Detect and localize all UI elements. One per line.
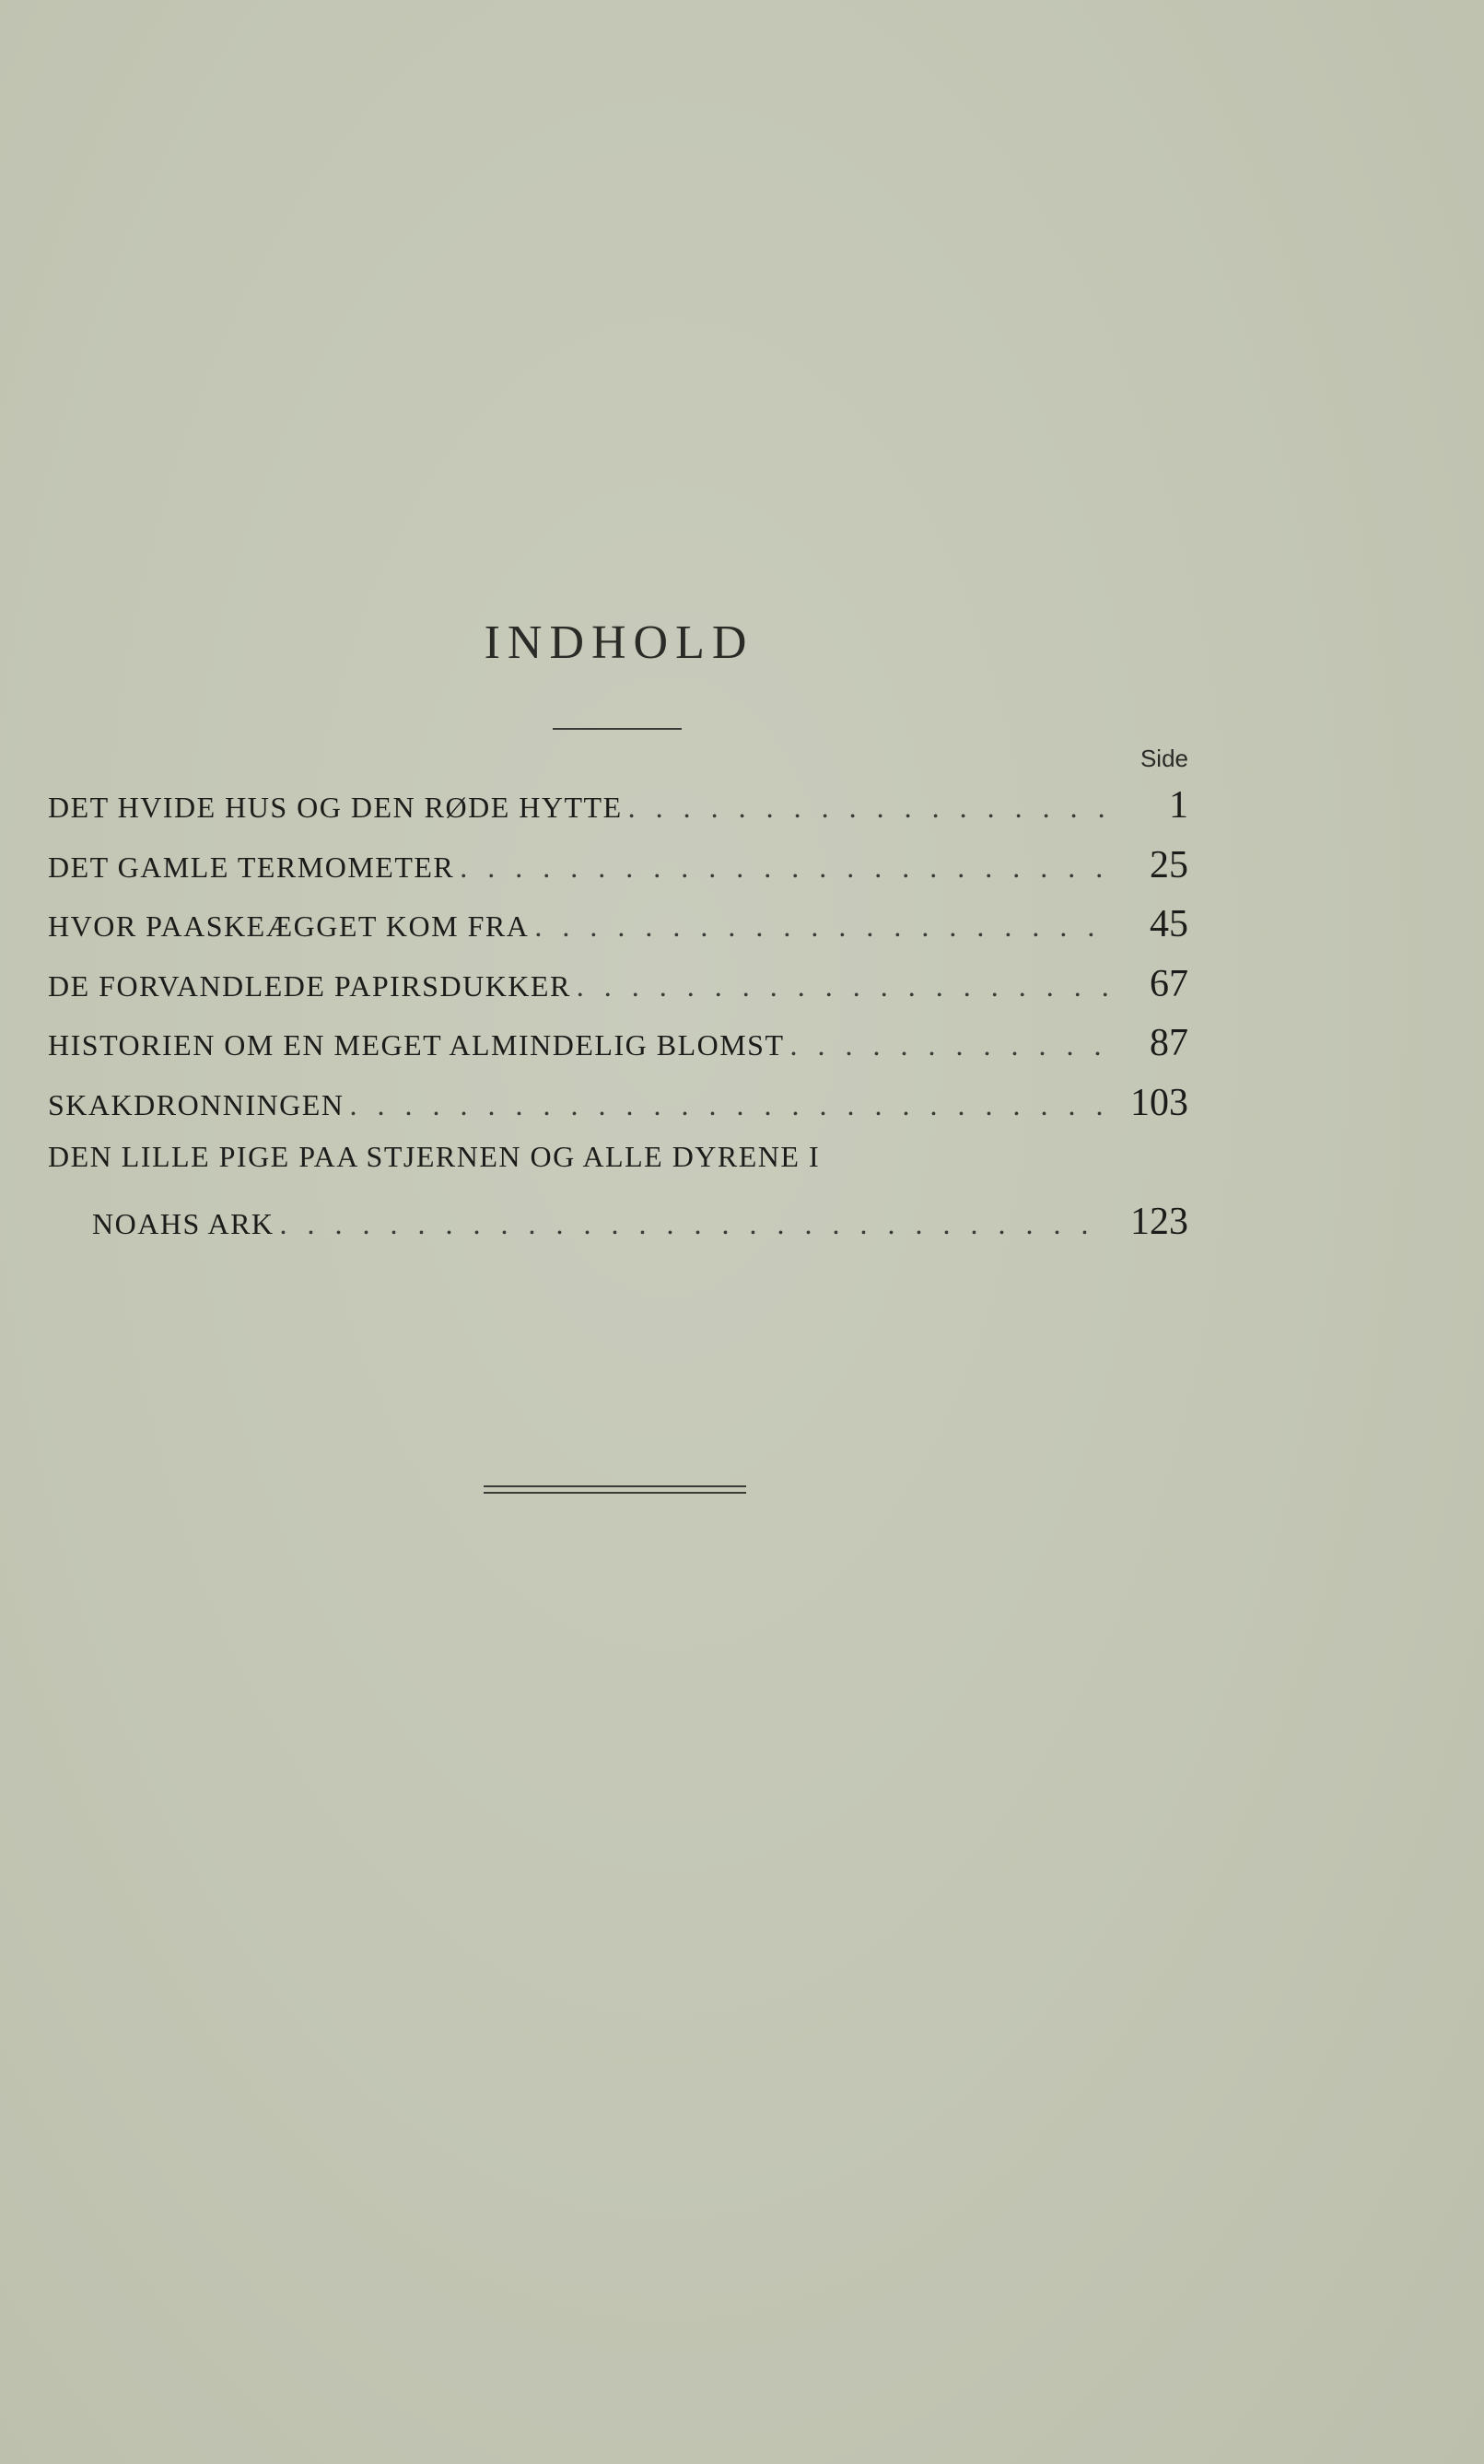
dot-leader <box>577 969 1107 1003</box>
toc-entry-title: SKAKDRONNINGEN <box>48 1087 345 1121</box>
toc-entry-title-continued: NOAHS ARK <box>92 1206 275 1240</box>
toc-entry-title: HISTORIEN OM EN MEGET ALMINDELIG BLOMST <box>48 1028 785 1062</box>
dot-leader <box>349 1088 1107 1122</box>
toc-entry-page: 123 <box>1130 1200 1188 1243</box>
toc-entry <box>48 1081 1188 1141</box>
page-title: INDHOLD <box>484 616 754 669</box>
dot-leader <box>280 1207 1107 1241</box>
dot-leader <box>628 791 1107 825</box>
toc-entry <box>48 1021 1188 1081</box>
dot-leader <box>460 851 1107 885</box>
toc-entry-page: 87 <box>1150 1022 1188 1064</box>
toc-entry-page: 103 <box>1130 1081 1188 1124</box>
toc-entry <box>48 843 1188 903</box>
toc-entry-title: DET GAMLE TERMOMETER <box>48 850 455 884</box>
title-divider <box>553 728 682 730</box>
toc-entry-title: DE FORVANDLEDE PAPIRSDUKKER <box>48 968 571 1003</box>
page-column-label: Side <box>1139 745 1188 772</box>
toc-entry-page: 25 <box>1150 843 1188 886</box>
dot-leader <box>534 909 1107 944</box>
toc-entry-title: DEN LILLE PIGE PAA STJERNEN OG ALLE DYRENE I <box>48 1140 821 1173</box>
toc-entry <box>48 902 1188 962</box>
toc-entry-title: DET HVIDE HUS OG DEN RØDE HYTTE <box>48 791 623 824</box>
closing-double-rule <box>484 1485 746 1494</box>
toc-entry-first-line <box>48 1140 1188 1200</box>
toc-entry <box>48 783 1188 843</box>
toc-entry-continuation <box>48 1200 1188 1260</box>
toc-entry-page: 1 <box>1169 784 1188 827</box>
toc-entry-title: HVOR PAASKEÆGGET KOM FRA <box>48 909 530 943</box>
dot-leader <box>790 1028 1107 1062</box>
toc-entry-page: 67 <box>1150 962 1188 1005</box>
toc-entry-page: 45 <box>1150 903 1188 945</box>
table-of-contents <box>48 783 1188 1259</box>
toc-entry <box>48 962 1188 1022</box>
